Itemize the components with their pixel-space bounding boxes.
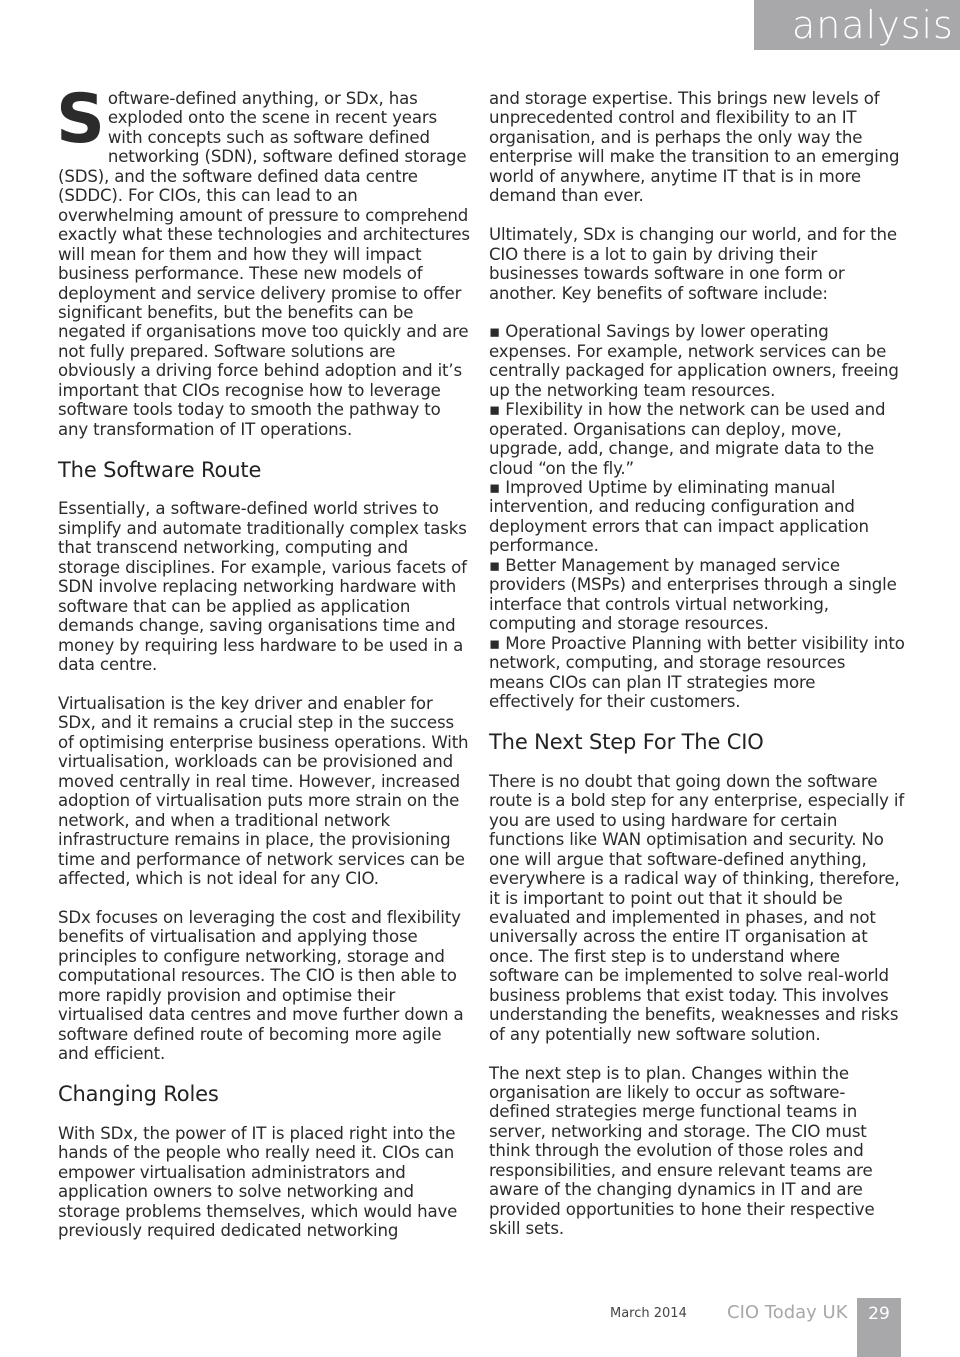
intro-text: oftware-defined anything, or SDx, has exploded onto the scene in recent years with concepts such as software defined networking (SDN), software defined storage (SDS), and the software defined data centre (SDDC). For CIOs, this can lead to an overwhelming amount of pressure to comprehend exactly what these technologies and architectures will mean for them and how they will impact business performance. These new models of deployment and service delivery promise to offer significant benefits, but the benefits can be negated if organisations move too quickly and are not fully prepared. Software solutions are obviously a driving force behind adoption and it’s important that CIOs recognise how to leverage software tools today to smooth the pathway to any transformation of IT operations. [58, 89, 470, 439]
section-tab: analysis [754, 0, 960, 50]
paragraph: and storage expertise. This brings new levels of unprecedented control and flexibility to an IT organisation, and is perhaps the only way the enterprise will make the transition to an emerging world of anywhere, anytime IT that is in more demand than ever. [489, 89, 900, 206]
paragraph: Virtualisation is the key driver and enabler for SDx, and it remains a crucial step in the success of optimising enterprise business operations. With virtualisation, workloads can be provisioned and moved centrally in real time. However, increased adoption of virtualisation puts more strain on the network, and when a traditional network infrastructure remains in place, the provisioning time and performance of network services can be affected, which is not ideal for any CIO. [58, 694, 469, 889]
list-item: ▪ Better Management by managed service providers (MSPs) and enterprises through a single interface that controls virtual networking, computing and storage resources. [489, 556, 905, 634]
heading-changing-roles: Changing Roles [58, 1082, 219, 1107]
list-item: ▪ More Proactive Planning with better visibility into network, computing, and storage resources means CIOs can plan IT strategies more effectively for their customers. [489, 634, 905, 712]
drop-cap: S [56, 80, 105, 159]
page-number: 29 [857, 1298, 901, 1357]
list-item: ▪ Flexibility in how the network can be used and operated. Organisations can deploy, move, upgrade, add, change, and migrate data to the cloud “on the fly.” [489, 400, 905, 478]
paragraph: With SDx, the power of IT is placed right into the hands of the people who really need it. CIOs can empower virtualisation administrators and application owners to solve networking and storage problems themselves, which would have previously required dedicated networking [58, 1123, 458, 1241]
list-item: ▪ Operational Savings by lower operating expenses. For example, network services can be centrally packaged for application owners, freeing up the networking team resources. [489, 322, 905, 400]
paragraph: SDx focuses on leveraging the cost and flexibility benefits of virtualisation and applying those principles to configure networking, storage and computational resources. The CIO is then able to more rapidly provision and optimise their virtualised data centres and move further down a software defined route of becoming more agile and efficient. [58, 907, 464, 1064]
paragraph: There is no doubt that going down the software route is a bold step for any enterprise, especially if you are used to using hardware for certain functions like WAN optimisation and security. No one will argue that software-defined anything, everywhere is a radical way of thinking, therefore, it is important to point out that it should be evaluated and implemented in phases, and not universally across the entire IT organisation at once. The first step is to understand where software can be implemented to solve real-world business problems that exist today. This involves understanding the benefits, weaknesses and risks of any potentially new software solution. [489, 771, 905, 1044]
footer-date: March 2014 [610, 1306, 687, 1321]
paragraph: Ultimately, SDx is changing our world, and for the CIO there is a lot to gain by driving their businesses towards software in one form or another. Key benefits of software include: [489, 225, 897, 303]
right-column [489, 89, 905, 1258]
paragraph: The next step is to plan. Changes within the organisation are likely to occur as software-defined strategies merge functional teams in server, networking and storage. The CIO must think through the evolution of those roles and responsibilities, and ensure relevant teams are aware of the changing dynamics in IT and are provided opportunities to hone their respective skill sets. [489, 1063, 875, 1239]
list-item: ▪ Improved Uptime by eliminating manual intervention, and reducing configuration and deployment errors that can impact application performance. [489, 478, 905, 556]
footer-publication: CIO Today UK [727, 1302, 848, 1323]
left-column [56, 80, 472, 1260]
heading-next-step: The Next Step For The CIO [489, 729, 764, 754]
benefits-list [489, 322, 905, 711]
paragraph: Essentially, a software-defined world strives to simplify and automate traditionally complex tasks that transcend networking, computing and storage disciplines. For example, various facets of SDN involve replacing networking hardware with software that can be applied as application demands change, saving organisations time and money by requiring less hardware to be used in a data centre. [58, 499, 467, 675]
intro-paragraph [56, 80, 472, 439]
heading-software-route: The Software Route [58, 457, 262, 482]
